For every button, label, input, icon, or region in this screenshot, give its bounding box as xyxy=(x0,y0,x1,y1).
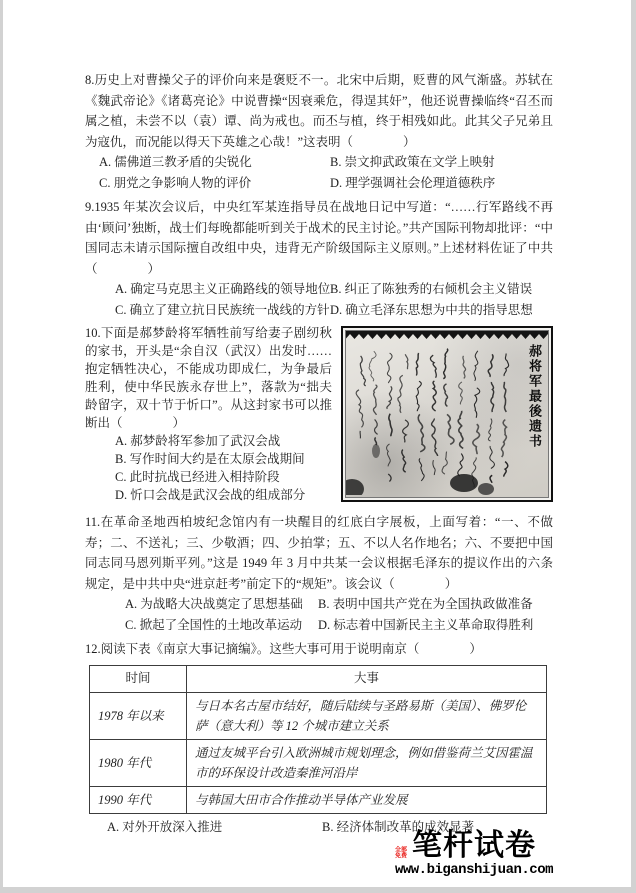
table-header-row xyxy=(90,665,547,692)
free-tagline: 全部免费 xyxy=(394,846,407,859)
question-8 xyxy=(85,70,553,193)
logo-wordmark: 笔杆试卷 xyxy=(411,829,536,862)
table-cell-time: 1990 年代 xyxy=(90,786,187,813)
letter-title-vertical-text: 郝将军最後遗书 xyxy=(527,344,542,449)
table-row xyxy=(90,739,547,786)
table-cell-event: 与韩国大田市合作推动半导体产业发展 xyxy=(187,786,547,813)
question-9-option-b: B. 纠正了陈独秀的右倾机会主义错误 xyxy=(330,282,533,296)
table-header-time: 时间 xyxy=(90,665,187,692)
question-10-option-b: B. 写作时间大约是在太原会战期间 xyxy=(115,452,305,466)
question-9-option-a: A. 确定马克思主义正确路线的领导地位 xyxy=(115,282,331,296)
question-9-option-d: D. 确立毛泽东思想为中共的指导思想 xyxy=(330,302,533,317)
question-11-stem: 11.在革命圣地西柏坡纪念馆内有一块醒目的红底白字展板，上面写着：“一、不做寿；二、不送礼；三、少敬酒；四、少拍掌；五、不以人名作地名；六、不要把中国同志同马恩列斯平列。”这是 1949 年 3 月中共某一会议根据毛泽东的提议作出的六条规定，是中共中央“进京赶考”前定下的“规矩”。该会议（ ） xyxy=(85,515,553,591)
exam-paper-page xyxy=(3,0,631,887)
biganshijuan-watermark xyxy=(395,831,553,878)
question-8-option-d: D. 理学强调社会伦理道德秩序 xyxy=(330,175,496,190)
question-11 xyxy=(85,512,553,635)
letter-photo xyxy=(341,326,553,502)
table-row xyxy=(90,786,547,813)
question-10-option-a: A. 郝梦龄将军参加了武汉会战 xyxy=(115,434,281,448)
question-8-option-a: A. 儒佛道三教矛盾的尖锐化 xyxy=(99,155,252,169)
question-9-stem: 9.1935 年某次会议后，中央红军某连指导员在战地日记中写道：“……行军路线不再由‘顾问’独断，战士们每晚都能听到关于战术的民主讨论。”共产国际刊物却批评：“中国同志未请示国际擅自改组中央，违背无产阶级国际主义原则。”上述材料佐证了中共（ ） xyxy=(85,200,553,276)
letter-photo-surface xyxy=(345,330,549,498)
question-12-stem: 12.阅读下表《南京大事记摘编》。这些大事可用于说明南京（ ） xyxy=(85,642,482,656)
table-cell-event: 与日本名古屋市结好，随后陆续与圣路易斯（美国）、佛罗伦萨（意大利）等 12 个城市建立关系 xyxy=(187,692,547,739)
exam-content xyxy=(85,66,553,837)
logo-url-text: www.biganshijuan.com xyxy=(394,862,553,878)
handwriting-strokes-decoration xyxy=(346,331,548,495)
question-10 xyxy=(85,324,553,508)
question-12-option-b: B. 经济体制改革的成效显著 xyxy=(322,819,475,834)
question-8-option-c: C. 朋党之争影响人物的评价 xyxy=(99,175,252,190)
question-8-stem: 8.历史上对曹操父子的评价向来是褒贬不一。北宋中后期，贬曹的风气渐盛。苏轼在《魏武帝论》《诸葛亮论》中说曹操“因衰乘危，得逞其奸”，他还说曹操临终“召丕而属之植，未尝不以（袁）谭、尚为戒也。而丕与植，终于相残如此。此其父子兄弟且为寇仇，而况能以得天下英雄之心哉！”这表明（ ） xyxy=(85,73,553,149)
table-row xyxy=(90,692,547,739)
table-cell-time: 1978 年以来 xyxy=(90,692,187,739)
table-cell-event: 通过友城平台引入欧洲城市规划理念，例如借鉴荷兰艾因霍温市的环保设计改造秦淮河沿岸 xyxy=(187,739,547,786)
question-11-option-d: D. 标志着中国新民主主义革命取得胜利 xyxy=(318,617,534,632)
question-11-option-b: B. 表明中国共产党在为全国执政做准备 xyxy=(318,597,533,611)
question-10-stem: 10.下面是郝梦龄将军牺牲前写给妻子剧纫秋的家书，开头是“余自汉（武汉）出发时……抱定牺牲决心，不能成功即成仁，为争最后胜利，使中华民族永存世上”，落款为“拙夫龄留字，双十节于忻口”。从这封家书可以推断出（ ） xyxy=(85,326,332,430)
nanjing-events-table xyxy=(89,665,547,814)
table-header-event: 大事 xyxy=(187,665,547,692)
table-cell-time: 1980 年代 xyxy=(90,739,187,786)
question-8-option-b: B. 崇文抑武政策在文学上映射 xyxy=(330,155,495,169)
question-11-option-a: A. 为战略大决战奠定了思想基础 xyxy=(125,597,303,611)
question-9 xyxy=(85,197,553,320)
question-9-option-c: C. 确立了建立抗日民族统一战线的方针 xyxy=(115,302,330,317)
question-11-option-c: C. 掀起了全国性的土地改革运动 xyxy=(125,617,303,632)
question-10-option-c: C. 此时抗战已经进入相持阶段 xyxy=(115,470,280,484)
question-10-option-d: D. 忻口会战是武汉会战的组成部分 xyxy=(115,488,306,502)
question-12-option-a: A. 对外开放深入推进 xyxy=(107,819,223,834)
question-12 xyxy=(85,639,553,837)
